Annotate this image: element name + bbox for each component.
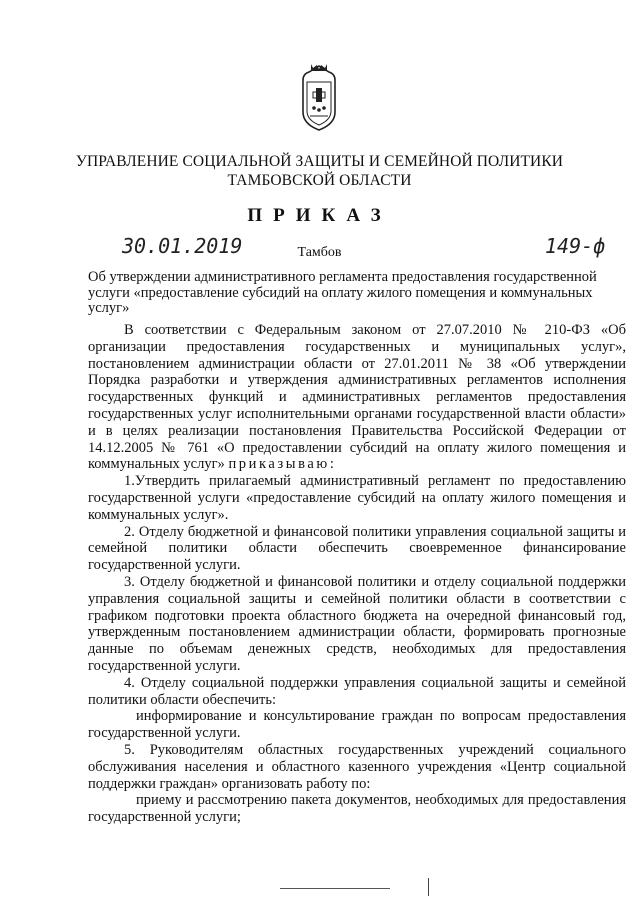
organization-name-line2: ТАМБОВСКОЙ ОБЛАСТИ <box>227 172 412 189</box>
preamble-paragraph <box>88 322 626 473</box>
item-3: 3. Отделу бюджетной и финансовой политики и отделу социальной поддержки управления социальной защиты и семейной политики области в соответствии с графиком подготовки проекта областного бюджета на очередной финансовый год, утвержденным постановлением администрации области, формировать прогнозные данные по объемам денежных средств, необходимых для предоставления государственной услуги. <box>88 573 626 674</box>
document-number: 149-ф <box>545 234 606 258</box>
document-city: Тамбов <box>297 245 342 260</box>
tambov-coat-of-arms-icon <box>297 62 341 132</box>
document-date: 30.01.2019 <box>122 234 243 258</box>
organization-name-line1: УПРАВЛЕНИЕ СОЦИАЛЬНОЙ ЗАЩИТЫ И СЕМЕЙНОЙ ПОЛИТИКИ <box>75 153 564 170</box>
item-5-subpoint: приему и рассмотрению пакета документов, необходимых для предоставления государственной услуги; <box>88 792 626 826</box>
page-bottom-divider <box>280 888 390 889</box>
item-4-subpoint: информирование и консультирование граждан по вопросам предоставления государственной услуги. <box>88 708 626 742</box>
preamble-text: В соответствии с Федеральным законом от 27.07.2010 № 210-ФЗ «Об организации предоставления государственных и муниципальных услуг», постановлением администрации области от 27.01.2011 № 38 «Об утверждении Порядка разработки и утверждения административных регламентов исполнения государственных функций и административных регламентов предоставления государственных услуг исполнительными органами государственной власти области» и в целях реализации постановления Правительства Российской Федерации от 14.12.2005 № 761 «О предоставлении субсидий на оплату жилого помещения и коммунальных услуг» <box>88 322 626 473</box>
order-word: приказываю: <box>228 456 337 473</box>
document-body <box>88 322 626 826</box>
item-2: 2. Отделу бюджетной и финансовой политики управления социальной защиты и семейной политики области обеспечить своевременное финансирование государственной услуги. <box>88 523 626 574</box>
item-5: 5. Руководителям областных государственных учреждений социального обслуживания населения и областного казенного учреждения «Центр социальной поддержки граждан» организовать работу по: <box>88 741 626 792</box>
document-subject: Об утверждении административного регламента предоставления государственной услуги «предоставление субсидий на оплату жилого помещения и коммунальных услуг» <box>88 269 597 316</box>
page-bottom-mark <box>428 878 429 896</box>
document-type-title: ПРИКАЗ <box>247 205 392 226</box>
item-4: 4. Отделу социальной поддержки управления социальной защиты и семейной политики области обеспечить: <box>88 674 626 708</box>
item-1: 1.Утвердить прилагаемый административный регламент по предоставлению государственной услуги «предоставление субсидий на оплату жилого помещения и коммунальных услуг». <box>88 473 626 523</box>
